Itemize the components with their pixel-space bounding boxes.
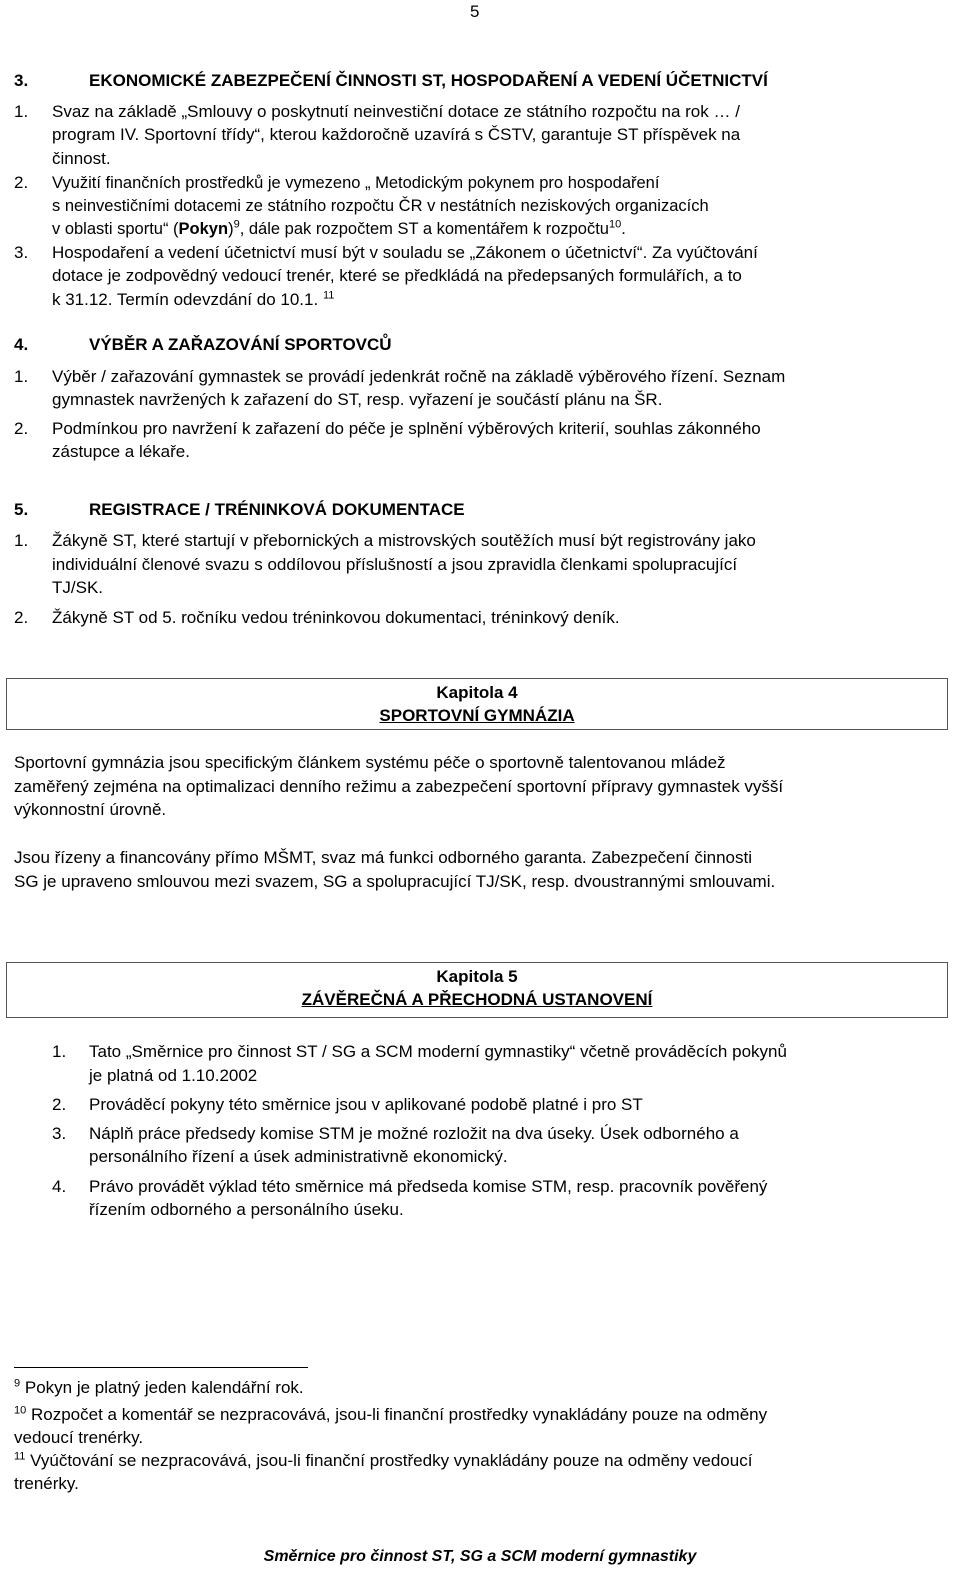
section-5-item-1-line-3: TJ/SK. <box>52 578 104 597</box>
page-footer: Směrnice pro činnost ST, SG a SCM moderní gymnastiky <box>263 1548 697 1565</box>
section-3-item-1-line-2: program IV. Sportovní třídy“, kterou každoročně uzavírá s ČSTV, garantuje ST příspěvek na <box>52 125 741 144</box>
section-3-item-1-line-1: Svaz na základě „Smlouvy o poskytnutí neinvestiční dotace ze státního rozpočtu na rok … / <box>52 102 740 121</box>
chapter-4-para-1-line-1: Sportovní gymnázia jsou specifickým článkem systému péče o sportovně talentovanou mládež <box>14 753 726 772</box>
section-3-item-2-line-3 <box>52 219 626 239</box>
footnote-10-number: 10 <box>14 1404 27 1417</box>
chapter-4-para-2-line-1: Jsou řízeny a financovány přímo MŠMT, svaz má funkci odborného garanta. Zabezpečení činnosti <box>14 848 752 867</box>
section-4-item-1-line-1: Výběr / zařazování gymnastek se provádí jedenkrát ročně na základě výběrového řízení. Seznam <box>52 367 786 386</box>
section-5-item-1-line-2: individuální členové svazu s oddílovou příslušností a jsou zpravidla členkami spolupracující <box>52 555 738 574</box>
footnote-separator <box>14 1367 308 1368</box>
section-3-item-2-line-1: Využití finančních prostředků je vymezeno „ Metodickým pokynem pro hospodaření <box>52 174 660 192</box>
chapter-4-label: Kapitola 4 <box>436 683 518 702</box>
section-3-item-2-line-2: s neinvestičními dotacemi ze státního rozpočtu ČR v nestátních neziskových organizacích <box>52 197 709 215</box>
footnote-9-text: Pokyn je platný jeden kalendářní rok. <box>24 1378 304 1397</box>
section-5-number: 5. <box>14 500 29 519</box>
section-5-item-1-number: 1. <box>14 531 29 550</box>
chapter-5-item-1-line-1: Tato „Směrnice pro činnost ST / SG a SCM moderní gymnastiky“ včetně prováděcích pokynů <box>89 1042 787 1061</box>
chapter-5-title: ZÁVĚREČNÁ A PŘECHODNÁ USTANOVENÍ <box>301 990 653 1009</box>
chapter-4-para-1-line-3: výkonnostní úrovně. <box>14 800 167 819</box>
footnote-11-number: 11 <box>14 1450 26 1463</box>
section-5-item-2-line-1: Žákyně ST od 5. ročníku vedou tréninkovou dokumentaci, tréninkový deník. <box>52 608 620 627</box>
chapter-5-item-2-number: 2. <box>52 1095 67 1114</box>
chapter-5-item-1-number: 1. <box>52 1042 67 1061</box>
footnote-ref-11: 11 <box>322 289 335 302</box>
page-number: 5 <box>470 2 480 21</box>
chapter-4-para-2-line-2: SG je upraveno smlouvou mezi svazem, SG a spolupracující TJ/SK, resp. dvoustrannými smlouvami. <box>14 872 776 891</box>
chapter-5-item-2-line-1: Prováděcí pokyny této směrnice jsou v aplikované podobě platné i pro ST <box>89 1095 643 1114</box>
section-4-heading: VÝBĚR A ZAŘAZOVÁNÍ SPORTOVCŮ <box>89 335 392 354</box>
pokyn-bold-term: Pokyn <box>178 220 229 238</box>
chapter-4-para-1-line-2: zaměřený zejména na optimalizaci denního režimu a zabezpečení sportovní přípravy gymnastek vyšší <box>14 777 784 796</box>
chapter-5-label: Kapitola 5 <box>436 967 518 986</box>
chapter-5-item-3-line-2: personálního řízení a úsek administrativně ekonomický. <box>89 1147 508 1166</box>
text-fragment: k 31.12. Termín odevzdání do 10.1. <box>52 290 319 309</box>
footnote-9-number: 9 <box>14 1377 21 1390</box>
section-5-heading: REGISTRACE / TRÉNINKOVÁ DOKUMENTACE <box>89 500 465 519</box>
footnote-11-line-1 <box>14 1451 752 1471</box>
section-4-item-2-line-1: Podmínkou pro navržení k zařazení do péče je splnění výběrových kriterií, souhlas zákonného <box>52 419 761 438</box>
chapter-5-item-3-number: 3. <box>52 1124 67 1143</box>
chapter-5-heading-box <box>6 962 948 1018</box>
text-fragment: v oblasti sportu“ ( <box>52 220 179 238</box>
section-4-item-2-line-2: zástupce a lékaře. <box>52 442 190 461</box>
section-3-item-1-number: 1. <box>14 102 29 121</box>
chapter-5-item-1-line-2: je platná od 1.10.2002 <box>89 1066 258 1085</box>
footnote-10-line-2: vedoucí trenérky. <box>14 1428 144 1447</box>
footnote-ref-9: 9 <box>233 218 240 231</box>
section-5-item-2-number: 2. <box>14 608 29 627</box>
chapter-4-heading-box <box>6 678 948 730</box>
section-4-number: 4. <box>14 335 29 354</box>
chapter-4-title: SPORTOVNÍ GYMNÁZIA <box>379 706 575 725</box>
text-fragment: ) <box>228 220 234 238</box>
footnote-10-line-1 <box>14 1405 767 1425</box>
chapter-5-item-4-number: 4. <box>52 1177 67 1196</box>
section-3-item-3-line-1: Hospodaření a vedení účetnictví musí být v souladu se „Zákonem o účetnictví“. Za vyúčtování <box>52 243 758 262</box>
section-4-item-1-line-2: gymnastek navržených k zařazení do ST, resp. vyřazení je součástí plánu na ŠR. <box>52 390 663 409</box>
chapter-5-item-4-line-1: Právo provádět výklad této směrnice má předseda komise STM, resp. pracovník pověřený <box>89 1177 768 1196</box>
section-3-item-3-line-3 <box>52 290 334 310</box>
section-3-item-2-number: 2. <box>14 173 29 192</box>
section-3-item-1-line-3: činnost. <box>52 149 111 168</box>
chapter-5-item-4-line-2: řízením odborného a personálního úseku. <box>89 1200 404 1219</box>
section-4-item-1-number: 1. <box>14 367 29 386</box>
section-3-heading: EKONOMICKÉ ZABEZPEČENÍ ČINNOSTI ST, HOSPODAŘENÍ A VEDENÍ ÚČETNICTVÍ <box>89 71 768 90</box>
section-3-item-3-line-2: dotace je zodpovědný vedoucí trenér, které se předkládá na předepsaných formulářích, a to <box>52 266 742 285</box>
footnote-10-text: Rozpočet a komentář se nezpracovává, jsou-li finanční prostředky vynakládány pouze na odměny <box>30 1405 768 1424</box>
footnote-11-text: Vyúčtování se nezpracovává, jsou-li finanční prostředky vynakládány pouze na odměny vedoucí <box>30 1451 753 1470</box>
footnote-11-line-2: trenérky. <box>14 1474 79 1493</box>
section-5-item-1-line-1: Žákyně ST, které startují v přebornických a mistrovských soutěžích musí být registrovány jako <box>52 531 756 550</box>
footnote-9 <box>14 1378 304 1398</box>
section-3-number: 3. <box>14 71 29 90</box>
section-3-item-3-number: 3. <box>14 243 29 262</box>
section-4-item-2-number: 2. <box>14 419 29 438</box>
footnote-ref-10: 10 <box>609 218 622 231</box>
text-fragment: . <box>621 220 626 238</box>
chapter-5-item-3-line-1: Náplň práce předsedy komise STM je možné rozložit na dva úseky. Úsek odborného a <box>89 1124 739 1143</box>
text-fragment: , dále pak rozpočtem ST a komentářem k rozpočtu <box>239 220 609 238</box>
